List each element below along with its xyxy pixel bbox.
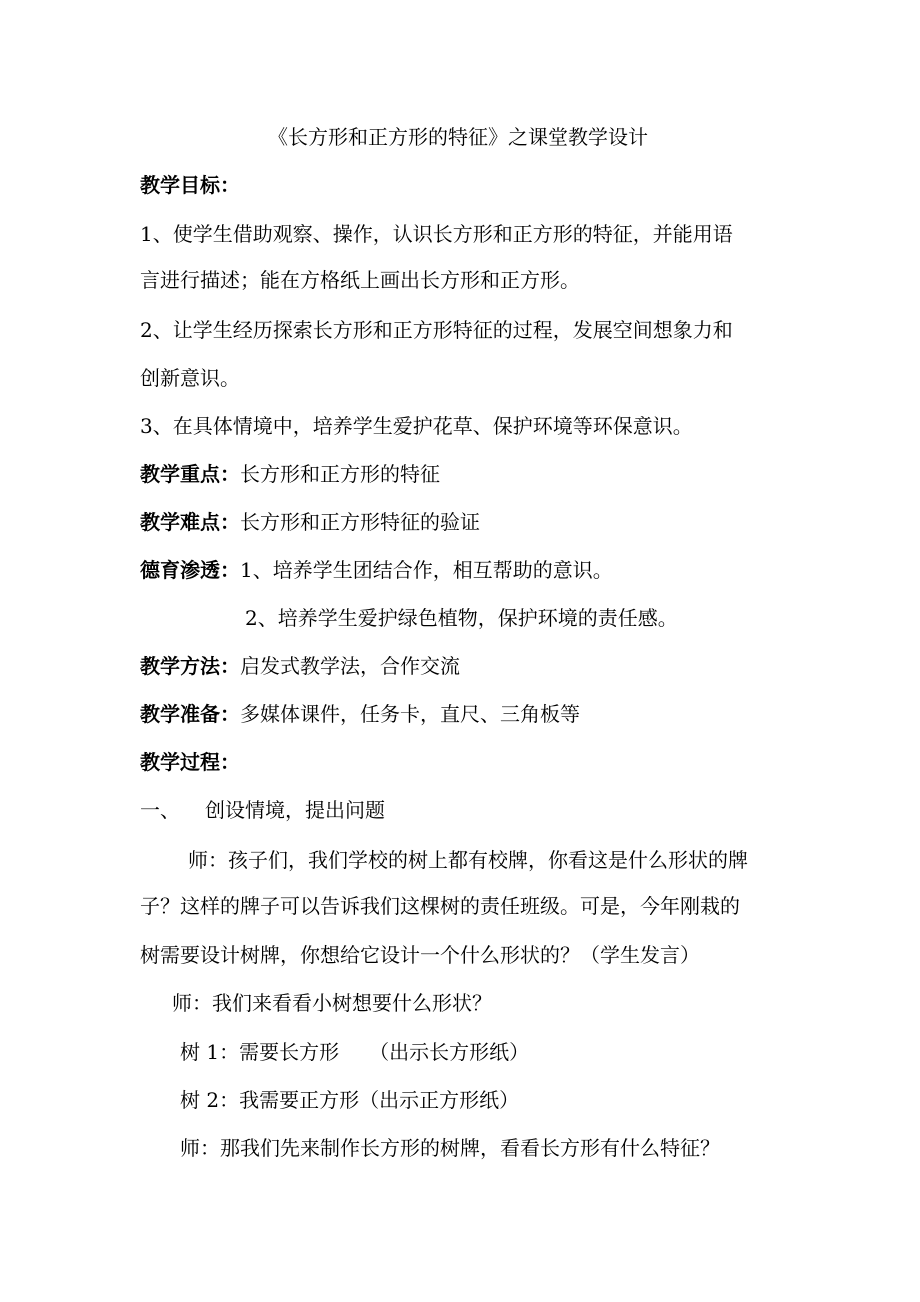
dialogue-line: 树 1：需要长方形 （出示长方形纸） [180, 1040, 530, 1064]
objectives-heading [140, 173, 240, 197]
preparation-label: 教学准备： [140, 702, 240, 726]
moral-item: 2、培养学生爱护绿色植物，保护环境的责任感。 [245, 606, 678, 630]
preparation [140, 702, 580, 726]
difficulty [140, 510, 480, 534]
moral [140, 558, 613, 582]
heading-text: 教学目标： [140, 173, 240, 197]
key-point-value: 长方形和正方形的特征 [240, 462, 440, 486]
method-label: 教学方法： [140, 654, 240, 678]
method [140, 654, 460, 678]
dialogue-line: 师：孩子们，我们学校的树上都有校牌，你看这是什么形状的牌 [188, 848, 748, 872]
difficulty-value: 长方形和正方形特征的验证 [240, 510, 480, 534]
section-number: 一、 [140, 798, 180, 822]
method-value: 启发式教学法，合作交流 [240, 654, 460, 678]
objective-line: 1、使学生借助观察、操作，认识长方形和正方形的特征，并能用语 [140, 222, 733, 246]
dialogue-line: 师：那我们先来制作长方形的树牌，看看长方形有什么特征？ [180, 1136, 720, 1160]
difficulty-label: 教学难点： [140, 510, 240, 534]
heading-text: 教学过程： [140, 750, 240, 774]
objective-line: 言进行描述；能在方格纸上画出长方形和正方形。 [140, 268, 580, 292]
dialogue-line: 树需要设计树牌，你想给它设计一个什么形状的？（学生发言） [140, 943, 700, 967]
document-title: 《长方形和正方形的特征》之课堂教学设计 [268, 125, 648, 149]
section-title: 创设情境，提出问题 [205, 798, 385, 822]
dialogue-line: 树 2：我需要正方形（出示正方形纸） [180, 1088, 520, 1112]
preparation-value: 多媒体课件，任务卡，直尺、三角板等 [240, 702, 580, 726]
process-heading [140, 750, 240, 774]
key-point [140, 462, 440, 486]
objective-line: 3、在具体情境中，培养学生爱护花草、保护环境等环保意识。 [140, 414, 693, 438]
objective-line: 2、让学生经历探索长方形和正方形特征的过程，发展空间想象力和 [140, 318, 733, 342]
key-point-label: 教学重点： [140, 462, 240, 486]
objective-line: 创新意识。 [140, 366, 240, 390]
moral-label: 德育渗透： [140, 558, 240, 582]
dialogue-line: 师：我们来看看小树想要什么形状？ [172, 991, 492, 1015]
dialogue-line: 子？这样的牌子可以告诉我们这棵树的责任班级。可是，今年刚栽的 [140, 894, 740, 918]
moral-item: 1、培养学生团结合作，相互帮助的意识。 [240, 558, 613, 582]
